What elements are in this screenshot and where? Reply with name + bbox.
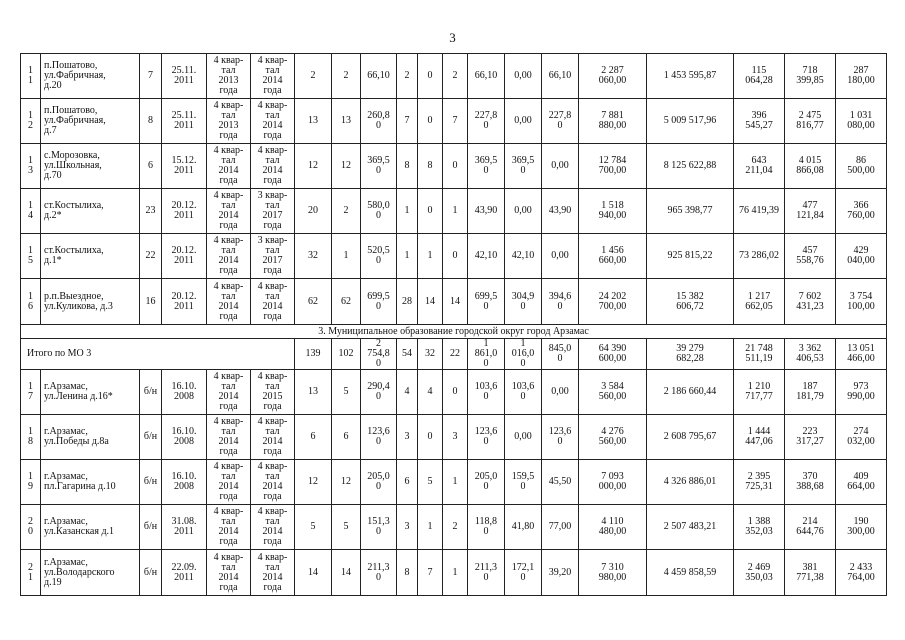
cost-local-cell: 7 602 431,23 [785, 279, 836, 325]
area-municipal-cell: 77,00 [542, 505, 579, 550]
total-cell: 21 748 511,19 [734, 339, 785, 370]
cost-regional-cell: 1 210 717,77 [734, 370, 785, 415]
address-cell: с.Морозовка, ул.Школьная, д.70 [41, 144, 140, 189]
doc-number-cell: б/н [140, 415, 162, 460]
row-number-cell: 1 9 [21, 460, 41, 505]
residents-relocated-cell: 14 [332, 550, 361, 596]
planned-end-cell: 4 квар- тал 2015 года [251, 370, 295, 415]
cost-fund-cell: 2 507 483,21 [647, 505, 734, 550]
row-number-cell: 1 1 [21, 54, 41, 99]
area-total-cell: 580,0 0 [361, 189, 397, 234]
section-header-row [21, 325, 887, 339]
planned-end-cell: 3 квар- тал 2017 года [251, 189, 295, 234]
area-total-cell: 211,3 0 [361, 550, 397, 596]
doc-number-cell: 16 [140, 279, 162, 325]
total-cell: 2 754,8 0 [361, 339, 397, 370]
doc-number-cell: 8 [140, 99, 162, 144]
area-relocated-cell: 118,8 0 [468, 505, 505, 550]
premises-owned-cell: 1 [418, 505, 443, 550]
area-total-cell: 260,8 0 [361, 99, 397, 144]
planned-end-cell: 4 квар- тал 2014 года [251, 415, 295, 460]
premises-municipal-cell: 0 [443, 144, 468, 189]
doc-number-cell: 23 [140, 189, 162, 234]
cost-local-cell: 214 644,76 [785, 505, 836, 550]
area-relocated-cell: 123,6 0 [468, 415, 505, 460]
area-relocated-cell: 66,10 [468, 54, 505, 99]
area-relocated-cell: 699,5 0 [468, 279, 505, 325]
area-owned-cell: 0,00 [505, 99, 542, 144]
total-cell: 3 362 406,53 [785, 339, 836, 370]
total-cell: 13 051 466,00 [836, 339, 887, 370]
residents-count-cell: 13 [295, 370, 332, 415]
address-cell: г.Арзамас, ул.Володарского д.19 [41, 550, 140, 596]
residents-count-cell: 14 [295, 550, 332, 596]
total-row [21, 339, 887, 370]
area-owned-cell: 42,10 [505, 234, 542, 279]
address-cell: ст.Костылиха, д.1* [41, 234, 140, 279]
cost-fund-cell: 2 186 660,44 [647, 370, 734, 415]
area-municipal-cell: 0,00 [542, 370, 579, 415]
cost-fund-cell: 15 382 606,72 [647, 279, 734, 325]
cost-total-cell: 2 287 060,00 [579, 54, 647, 99]
total-label: Итого по МО 3 [21, 339, 295, 370]
cost-local-cell: 370 388,68 [785, 460, 836, 505]
residents-count-cell: 20 [295, 189, 332, 234]
total-cell: 32 [418, 339, 443, 370]
residents-count-cell: 5 [295, 505, 332, 550]
doc-date-cell: 16.10. 2008 [162, 415, 207, 460]
premises-total-cell: 2 [397, 54, 418, 99]
area-relocated-cell: 205,0 0 [468, 460, 505, 505]
total-cell: 102 [332, 339, 361, 370]
premises-municipal-cell: 2 [443, 54, 468, 99]
cost-total-cell: 24 202 700,00 [579, 279, 647, 325]
premises-municipal-cell: 14 [443, 279, 468, 325]
cost-local-cell: 4 015 866,08 [785, 144, 836, 189]
area-relocated-cell: 227,8 0 [468, 99, 505, 144]
area-total-cell: 290,4 0 [361, 370, 397, 415]
planned-start-cell: 4 квар- тал 2014 года [207, 460, 251, 505]
row-number-cell: 1 3 [21, 144, 41, 189]
planned-start-cell: 4 квар- тал 2014 года [207, 234, 251, 279]
residents-count-cell: 6 [295, 415, 332, 460]
planned-end-cell: 4 квар- тал 2014 года [251, 144, 295, 189]
area-owned-cell: 304,9 0 [505, 279, 542, 325]
area-relocated-cell: 42,10 [468, 234, 505, 279]
residents-count-cell: 12 [295, 460, 332, 505]
total-cell: 139 [295, 339, 332, 370]
planned-start-cell: 4 квар- тал 2014 года [207, 370, 251, 415]
cost-extra-cell: 1 031 080,00 [836, 99, 887, 144]
planned-start-cell: 4 квар- тал 2014 года [207, 189, 251, 234]
cost-fund-cell: 5 009 517,96 [647, 99, 734, 144]
premises-owned-cell: 8 [418, 144, 443, 189]
planned-start-cell: 4 квар- тал 2014 года [207, 144, 251, 189]
area-municipal-cell: 227,8 0 [542, 99, 579, 144]
area-municipal-cell: 0,00 [542, 234, 579, 279]
premises-municipal-cell: 3 [443, 415, 468, 460]
cost-regional-cell: 2 395 725,31 [734, 460, 785, 505]
table-row [21, 415, 887, 460]
table-row [21, 550, 887, 596]
area-relocated-cell: 211,3 0 [468, 550, 505, 596]
premises-owned-cell: 7 [418, 550, 443, 596]
cost-regional-cell: 73 286,02 [734, 234, 785, 279]
cost-total-cell: 4 110 480,00 [579, 505, 647, 550]
cost-local-cell: 2 475 816,77 [785, 99, 836, 144]
cost-extra-cell: 973 990,00 [836, 370, 887, 415]
cost-regional-cell: 1 444 447,06 [734, 415, 785, 460]
planned-end-cell: 4 квар- тал 2014 года [251, 550, 295, 596]
residents-count-cell: 13 [295, 99, 332, 144]
premises-municipal-cell: 0 [443, 370, 468, 415]
area-municipal-cell: 0,00 [542, 144, 579, 189]
premises-owned-cell: 0 [418, 415, 443, 460]
residents-relocated-cell: 2 [332, 189, 361, 234]
cost-local-cell: 381 771,38 [785, 550, 836, 596]
doc-number-cell: б/н [140, 550, 162, 596]
row-number-cell: 1 6 [21, 279, 41, 325]
area-owned-cell: 0,00 [505, 415, 542, 460]
premises-municipal-cell: 0 [443, 234, 468, 279]
premises-owned-cell: 14 [418, 279, 443, 325]
total-cell: 54 [397, 339, 418, 370]
table-row [21, 189, 887, 234]
area-total-cell: 699,5 0 [361, 279, 397, 325]
area-total-cell: 123,6 0 [361, 415, 397, 460]
residents-relocated-cell: 62 [332, 279, 361, 325]
premises-municipal-cell: 1 [443, 189, 468, 234]
residents-relocated-cell: 5 [332, 505, 361, 550]
address-cell: ст.Костылиха, д.2* [41, 189, 140, 234]
row-number-cell: 1 5 [21, 234, 41, 279]
premises-municipal-cell: 1 [443, 460, 468, 505]
area-municipal-cell: 39,20 [542, 550, 579, 596]
area-relocated-cell: 43,90 [468, 189, 505, 234]
cost-fund-cell: 965 398,77 [647, 189, 734, 234]
residents-relocated-cell: 13 [332, 99, 361, 144]
planned-end-cell: 4 квар- тал 2014 года [251, 99, 295, 144]
doc-date-cell: 25.11. 2011 [162, 99, 207, 144]
total-cell: 22 [443, 339, 468, 370]
cost-local-cell: 457 558,76 [785, 234, 836, 279]
table-row [21, 505, 887, 550]
doc-date-cell: 15.12. 2011 [162, 144, 207, 189]
address-cell: г.Арзамас, ул.Ленина д.16* [41, 370, 140, 415]
planned-start-cell: 4 квар- тал 2014 года [207, 279, 251, 325]
address-cell: р.п.Выездное, ул.Куликова, д.3 [41, 279, 140, 325]
cost-total-cell: 1 456 660,00 [579, 234, 647, 279]
area-owned-cell: 159,5 0 [505, 460, 542, 505]
doc-number-cell: б/н [140, 370, 162, 415]
cost-fund-cell: 2 608 795,67 [647, 415, 734, 460]
premises-total-cell: 1 [397, 234, 418, 279]
area-municipal-cell: 43,90 [542, 189, 579, 234]
residents-count-cell: 62 [295, 279, 332, 325]
table-row [21, 370, 887, 415]
residents-relocated-cell: 2 [332, 54, 361, 99]
cost-fund-cell: 1 453 595,87 [647, 54, 734, 99]
premises-owned-cell: 0 [418, 54, 443, 99]
address-cell: п.Пошатово, ул.Фабричная, д.20 [41, 54, 140, 99]
area-municipal-cell: 45,50 [542, 460, 579, 505]
area-owned-cell: 0,00 [505, 189, 542, 234]
doc-number-cell: б/н [140, 460, 162, 505]
page-number: 3 [449, 30, 456, 45]
residents-relocated-cell: 6 [332, 415, 361, 460]
row-number-cell: 1 7 [21, 370, 41, 415]
cost-regional-cell: 643 211,04 [734, 144, 785, 189]
area-municipal-cell: 394,6 0 [542, 279, 579, 325]
cost-extra-cell: 287 180,00 [836, 54, 887, 99]
row-number-cell: 2 1 [21, 550, 41, 596]
planned-end-cell: 4 квар- тал 2014 года [251, 279, 295, 325]
doc-date-cell: 25.11. 2011 [162, 54, 207, 99]
cost-regional-cell: 76 419,39 [734, 189, 785, 234]
doc-date-cell: 16.10. 2008 [162, 370, 207, 415]
cost-extra-cell: 429 040,00 [836, 234, 887, 279]
cost-local-cell: 223 317,27 [785, 415, 836, 460]
doc-number-cell: 6 [140, 144, 162, 189]
table-row [21, 279, 887, 325]
area-owned-cell: 0,00 [505, 54, 542, 99]
total-cell: 39 279 682,28 [647, 339, 734, 370]
table-row [21, 234, 887, 279]
cost-total-cell: 1 518 940,00 [579, 189, 647, 234]
planned-start-cell: 4 квар- тал 2014 года [207, 550, 251, 596]
doc-date-cell: 22.09. 2011 [162, 550, 207, 596]
premises-municipal-cell: 2 [443, 505, 468, 550]
cost-local-cell: 718 399,85 [785, 54, 836, 99]
residents-count-cell: 12 [295, 144, 332, 189]
cost-total-cell: 3 584 560,00 [579, 370, 647, 415]
table-row [21, 99, 887, 144]
area-total-cell: 66,10 [361, 54, 397, 99]
doc-date-cell: 20.12. 2011 [162, 234, 207, 279]
cost-regional-cell: 396 545,27 [734, 99, 785, 144]
residents-relocated-cell: 12 [332, 460, 361, 505]
doc-number-cell: 7 [140, 54, 162, 99]
doc-date-cell: 20.12. 2011 [162, 189, 207, 234]
cost-regional-cell: 115 064,28 [734, 54, 785, 99]
cost-fund-cell: 4 326 886,01 [647, 460, 734, 505]
area-owned-cell: 103,6 0 [505, 370, 542, 415]
table-row [21, 144, 887, 189]
doc-date-cell: 20.12. 2011 [162, 279, 207, 325]
planned-start-cell: 4 квар- тал 2013 года [207, 54, 251, 99]
row-number-cell: 1 2 [21, 99, 41, 144]
premises-total-cell: 1 [397, 189, 418, 234]
doc-number-cell: б/н [140, 505, 162, 550]
total-cell: 64 390 600,00 [579, 339, 647, 370]
cost-fund-cell: 8 125 622,88 [647, 144, 734, 189]
premises-total-cell: 8 [397, 550, 418, 596]
planned-start-cell: 4 квар- тал 2014 года [207, 505, 251, 550]
cost-extra-cell: 274 032,00 [836, 415, 887, 460]
cost-regional-cell: 1 217 662,05 [734, 279, 785, 325]
doc-date-cell: 16.10. 2008 [162, 460, 207, 505]
premises-total-cell: 3 [397, 505, 418, 550]
premises-owned-cell: 0 [418, 189, 443, 234]
premises-total-cell: 4 [397, 370, 418, 415]
cost-extra-cell: 3 754 100,00 [836, 279, 887, 325]
cost-extra-cell: 2 433 764,00 [836, 550, 887, 596]
residents-relocated-cell: 1 [332, 234, 361, 279]
cost-regional-cell: 2 469 350,03 [734, 550, 785, 596]
premises-total-cell: 8 [397, 144, 418, 189]
cost-extra-cell: 190 300,00 [836, 505, 887, 550]
cost-total-cell: 12 784 700,00 [579, 144, 647, 189]
section-title: 3. Муниципальное образование городской округ город Арзамас [21, 325, 887, 339]
area-total-cell: 369,5 0 [361, 144, 397, 189]
cost-total-cell: 7 881 880,00 [579, 99, 647, 144]
area-municipal-cell: 123,6 0 [542, 415, 579, 460]
area-relocated-cell: 103,6 0 [468, 370, 505, 415]
doc-date-cell: 31.08. 2011 [162, 505, 207, 550]
cost-extra-cell: 366 760,00 [836, 189, 887, 234]
address-cell: г.Арзамас, ул.Победы д.8а [41, 415, 140, 460]
total-cell: 1 861,0 0 [468, 339, 505, 370]
relocation-program-table [20, 53, 887, 596]
premises-total-cell: 28 [397, 279, 418, 325]
cost-fund-cell: 925 815,22 [647, 234, 734, 279]
residents-relocated-cell: 5 [332, 370, 361, 415]
area-owned-cell: 172,1 0 [505, 550, 542, 596]
cost-total-cell: 4 276 560,00 [579, 415, 647, 460]
premises-total-cell: 7 [397, 99, 418, 144]
premises-municipal-cell: 1 [443, 550, 468, 596]
row-number-cell: 2 0 [21, 505, 41, 550]
planned-end-cell: 4 квар- тал 2014 года [251, 460, 295, 505]
planned-end-cell: 3 квар- тал 2017 года [251, 234, 295, 279]
planned-end-cell: 4 квар- тал 2014 года [251, 54, 295, 99]
doc-number-cell: 22 [140, 234, 162, 279]
premises-owned-cell: 0 [418, 99, 443, 144]
planned-end-cell: 4 квар- тал 2014 года [251, 505, 295, 550]
cost-local-cell: 187 181,79 [785, 370, 836, 415]
area-total-cell: 205,0 0 [361, 460, 397, 505]
premises-owned-cell: 1 [418, 234, 443, 279]
address-cell: п.Пошатово, ул.Фабричная, д.7 [41, 99, 140, 144]
residents-count-cell: 32 [295, 234, 332, 279]
premises-total-cell: 6 [397, 460, 418, 505]
residents-count-cell: 2 [295, 54, 332, 99]
address-cell: г.Арзамас, ул.Казанская д.1 [41, 505, 140, 550]
cost-total-cell: 7 093 000,00 [579, 460, 647, 505]
planned-start-cell: 4 квар- тал 2013 года [207, 99, 251, 144]
area-owned-cell: 41,80 [505, 505, 542, 550]
area-relocated-cell: 369,5 0 [468, 144, 505, 189]
premises-owned-cell: 5 [418, 460, 443, 505]
cost-extra-cell: 409 664,00 [836, 460, 887, 505]
area-total-cell: 520,5 0 [361, 234, 397, 279]
table-row [21, 54, 887, 99]
row-number-cell: 1 8 [21, 415, 41, 460]
cost-regional-cell: 1 388 352,03 [734, 505, 785, 550]
total-cell: 1 016,0 0 [505, 339, 542, 370]
premises-municipal-cell: 7 [443, 99, 468, 144]
cost-extra-cell: 86 500,00 [836, 144, 887, 189]
total-cell: 845,0 0 [542, 339, 579, 370]
address-cell: г.Арзамас, пл.Гагарина д.10 [41, 460, 140, 505]
premises-total-cell: 3 [397, 415, 418, 460]
planned-start-cell: 4 квар- тал 2014 года [207, 415, 251, 460]
cost-total-cell: 7 310 980,00 [579, 550, 647, 596]
premises-owned-cell: 4 [418, 370, 443, 415]
cost-local-cell: 477 121,84 [785, 189, 836, 234]
cost-fund-cell: 4 459 858,59 [647, 550, 734, 596]
residents-relocated-cell: 12 [332, 144, 361, 189]
area-total-cell: 151,3 0 [361, 505, 397, 550]
row-number-cell: 1 4 [21, 189, 41, 234]
table-row [21, 460, 887, 505]
area-municipal-cell: 66,10 [542, 54, 579, 99]
area-owned-cell: 369,5 0 [505, 144, 542, 189]
